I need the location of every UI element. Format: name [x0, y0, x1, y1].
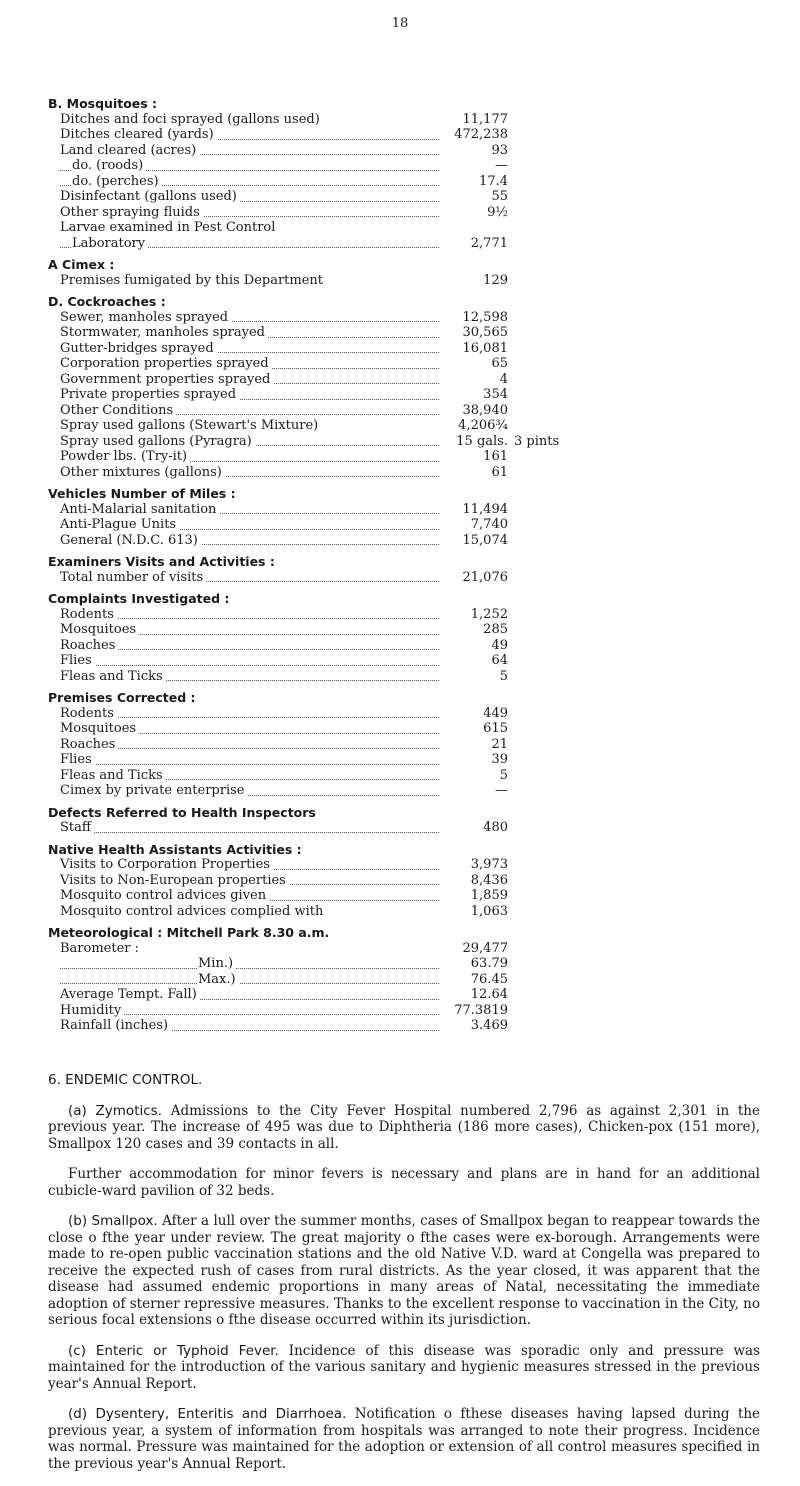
stat-label: Other spraying fluids: [48, 205, 443, 221]
stat-label: Cimex by private enterprise: [48, 783, 443, 799]
paragraph-text: Admissions to the City Fever Hospital numbered 2,796 as against 2,301 in the previous year. The increase of 495 was due to Diphtheria (186 more cases), Chicken-pox (151 more), Smallpox 120 cases and 39 contacts in all.: [48, 1102, 760, 1152]
stat-value: 21,076: [462, 569, 508, 585]
stat-value: 77.3819: [454, 1002, 508, 1018]
stat-row: [48, 174, 628, 190]
stat-row: [48, 502, 628, 518]
stat-value: 3,973: [470, 857, 508, 872]
paragraph: [48, 1213, 760, 1329]
stat-value: 12,598: [462, 309, 508, 325]
stat-section-title: Vehicles Number of Miles :: [48, 486, 236, 501]
paragraph-text: Incidence of this disease was sporadic only and pressure was maintained for the introduction of the various sanitary and hygienic measures stressed in the previous year's Annual Report.: [48, 1342, 761, 1392]
stat-value: 12.64: [470, 987, 508, 1002]
stat-label: Flies: [48, 752, 443, 768]
stat-label: Sewer, manholes sprayed: [48, 310, 443, 326]
stat-section-title: Meteorological : Mitchell Park 8.30 a.m.: [48, 925, 330, 940]
stat-label: Fleas and Ticks: [48, 768, 443, 784]
stat-row: [48, 325, 628, 341]
stat-section-title: Premises Corrected :: [48, 690, 196, 705]
stat-section-title: Native Health Assistants Activities :: [48, 841, 302, 857]
stat-value: 64: [491, 653, 508, 668]
stat-value: 15,074: [462, 532, 508, 548]
stat-value: 15 gals.: [456, 433, 508, 449]
stat-section-title: Defects Referred to Health Inspectors: [48, 804, 316, 820]
paragraph: [48, 1166, 760, 1199]
page-number: 18: [391, 16, 409, 31]
stat-row: [48, 403, 628, 419]
stat-value: 449: [483, 705, 508, 721]
stat-value: 38,940: [462, 402, 508, 418]
stat-value: 16,081: [462, 340, 508, 356]
stat-value: 39: [491, 752, 508, 767]
stat-row: [48, 205, 628, 221]
stat-label: Premises fumigated by this Department: [48, 273, 443, 289]
stat-value: 285: [483, 622, 508, 637]
stat-label: Spray used gallons (Pyragra): [48, 434, 443, 450]
stat-label: Rodents: [48, 607, 443, 623]
stat-value: 3.469: [470, 1018, 508, 1033]
stat-row: [48, 341, 628, 357]
stat-label: Land cleared (acres): [48, 143, 443, 159]
stat-value: 1,063: [470, 903, 508, 919]
stat-value: 65: [491, 356, 508, 371]
stat-row: [48, 517, 628, 533]
stat-label: do. (roods): [48, 158, 443, 174]
stat-value: 7,740: [470, 517, 508, 532]
stat-row: [48, 434, 628, 450]
stat-value: 4: [499, 371, 508, 387]
stat-value: 8,436: [470, 872, 508, 888]
stat-label: Max.): [48, 972, 443, 988]
stat-row: [48, 904, 628, 920]
stat-label: Rodents: [48, 706, 443, 722]
stat-label: Ditches cleared (yards): [48, 127, 443, 143]
stat-label: Average Tempt. Fall): [48, 987, 443, 1003]
stat-row: [48, 857, 628, 873]
stat-row: [48, 273, 628, 289]
stat-row: [48, 987, 628, 1003]
stat-row: [48, 706, 628, 722]
stat-value: 55: [491, 189, 508, 204]
stat-row: [48, 372, 628, 388]
stat-row: [48, 220, 628, 236]
stat-row: [48, 941, 628, 957]
stat-value: 17.4: [479, 173, 508, 189]
stat-row: [48, 873, 628, 889]
stat-extra: 3 pints: [514, 433, 560, 449]
stat-row: [48, 783, 628, 799]
stat-row: [48, 143, 628, 159]
endemic-paragraphs: [48, 1103, 760, 1473]
stat-row: [48, 653, 628, 669]
paragraph-lead: (c) Enteric or Typhoid Fever.: [68, 1342, 289, 1359]
paragraph-text: Further accommodation for minor fevers is necessary and plans are in hand for an additional cubicle-ward pavilion of 32 beds.: [48, 1166, 760, 1199]
stat-value: 354: [483, 387, 508, 402]
stat-section: [48, 96, 628, 251]
stat-label: Disinfectant (gallons used): [48, 189, 443, 205]
stat-value: —: [495, 783, 508, 798]
stat-label: Other mixtures (gallons): [48, 465, 443, 481]
stat-label: Fleas and Ticks: [48, 669, 443, 685]
stat-value: 63.79: [470, 956, 508, 971]
stat-label: Larvae examined in Pest Control: [48, 220, 443, 236]
stat-value: 4,206¾: [458, 418, 508, 433]
stat-label: Barometer :: [48, 941, 443, 957]
paragraph-text: Notification o fthese diseases having lapsed during the previous year, a system of information from hospitals was arranged to note their progress. Incidence was normal. Pressure was maintained for the adoption or extension of all control measures specified in the previous year's Annual Report.: [48, 1406, 760, 1472]
stat-row: [48, 669, 628, 685]
paragraph: [48, 1103, 760, 1153]
stat-label: Humidity: [48, 1003, 443, 1019]
stat-label: Anti-Malarial sanitation: [48, 502, 443, 518]
stat-section: [48, 842, 628, 920]
stat-section-title: Examiners Visits and Activities :: [48, 554, 275, 569]
paragraph-text: After a lull over the summer months, cases of Smallpox began to reappear towards the close o fthe year under review. The great majority o fthe cases were ex-borough. Arrangements were made to re-open public vaccination stations and the old Native V.D. ward at Congella was prepared to receive the expected rush of cases from rural districts. As the year closed, it was apparent that the disease had assumed endemic proportions in many areas of Natal, necessitating the immediate adoption of sterner repressive measures. Thanks to the excellent response to vaccination in the City, no serious focal extensions o fthe disease occurred within its jurisdiction.: [48, 1213, 761, 1328]
stat-value: 61: [491, 464, 508, 480]
stat-section: [48, 925, 628, 1034]
stat-label: Spray used gallons (Stewart's Mixture): [48, 418, 443, 434]
stat-label: Government properties sprayed: [48, 372, 443, 388]
stat-label: Other Conditions: [48, 403, 443, 419]
stat-row: [48, 607, 628, 623]
stat-value: —: [495, 158, 508, 173]
stat-label: Laboratory: [48, 236, 443, 252]
stat-label: Roaches: [48, 638, 443, 654]
stat-label: Mosquito control advices complied with: [48, 904, 443, 920]
stat-value: 93: [491, 142, 508, 158]
stat-value: 472,238: [454, 127, 508, 142]
stat-row: [48, 112, 628, 128]
stat-label: Visits to Non-European properties: [48, 873, 443, 889]
stat-section: [48, 690, 628, 799]
stat-row: [48, 956, 628, 972]
stat-row: [48, 236, 628, 252]
stat-row: [48, 737, 628, 753]
stat-section-title: D. Cockroaches :: [48, 294, 166, 309]
stat-value: 2,771: [470, 235, 508, 251]
stat-value: 21: [491, 736, 508, 752]
stat-value: 30,565: [462, 325, 508, 340]
statistics-list: [48, 96, 628, 1034]
stat-value: 49: [491, 637, 508, 653]
stat-row: [48, 622, 628, 638]
stat-label: Stormwater, manholes sprayed: [48, 325, 443, 341]
stat-row: [48, 638, 628, 654]
stat-value: 11,494: [462, 501, 508, 517]
stat-row: [48, 465, 628, 481]
stat-value: 9½: [487, 204, 508, 220]
stat-section-title: A Cimex :: [48, 257, 115, 272]
stat-row: [48, 768, 628, 784]
stat-label: Corporation properties sprayed: [48, 356, 443, 372]
stat-row: [48, 449, 628, 465]
stat-value: 29,477: [462, 940, 508, 956]
stat-label: Visits to Corporation Properties: [48, 857, 443, 873]
stat-value: 5: [499, 668, 508, 684]
stat-section: [48, 257, 628, 288]
stat-section: [48, 554, 628, 585]
stat-row: [48, 888, 628, 904]
stat-label: General (N.D.C. 613): [48, 533, 443, 549]
stat-value: 480: [483, 820, 508, 835]
stat-row: [48, 721, 628, 737]
stat-label: do. (perches): [48, 174, 443, 190]
stat-row: [48, 189, 628, 205]
stat-row: [48, 127, 628, 143]
stat-row: [48, 752, 628, 768]
stat-value: 129: [483, 272, 508, 288]
stat-section: [48, 591, 628, 684]
stat-value: 161: [483, 449, 508, 464]
stat-value: 11,177: [462, 111, 508, 127]
stat-label: Min.): [48, 956, 443, 972]
stat-row: [48, 570, 628, 586]
stat-row: [48, 820, 628, 836]
stat-section-title: B. Mosquitoes :: [48, 96, 158, 111]
stat-value: 5: [499, 767, 508, 783]
paragraph: [48, 1406, 760, 1472]
stat-label: Ditches and foci sprayed (gallons used): [48, 112, 443, 128]
stat-label: Anti-Plague Units: [48, 517, 443, 533]
stat-section: [48, 294, 628, 480]
endemic-control-section: [48, 1072, 760, 1486]
stat-label: Mosquitoes: [48, 721, 443, 737]
paragraph-lead: (d) Dysentery, Enteritis and Diarrhoea.: [68, 1406, 355, 1422]
stat-row: [48, 1018, 628, 1034]
stat-label: Total number of visits: [48, 570, 443, 586]
stat-row: [48, 158, 628, 174]
stat-row: [48, 1003, 628, 1019]
stat-section: [48, 486, 628, 548]
stat-label: Rainfall (inches): [48, 1018, 443, 1034]
stat-label: Flies: [48, 653, 443, 669]
stat-row: [48, 533, 628, 549]
paragraph-lead: (b) Smallpox.: [68, 1213, 163, 1229]
section-heading: 6. ENDEMIC CONTROL.: [48, 1072, 203, 1088]
stat-row: [48, 310, 628, 326]
stat-label: Staff: [48, 820, 443, 836]
stat-label: Roaches: [48, 737, 443, 753]
stat-value: 615: [483, 721, 508, 736]
stat-row: [48, 387, 628, 403]
stat-value: 76.45: [470, 971, 508, 987]
stat-value: 1,859: [470, 888, 508, 903]
stat-label: Powder lbs. (Try-it): [48, 449, 443, 465]
stat-row: [48, 418, 628, 434]
stat-section-title: Complaints Investigated :: [48, 591, 230, 606]
stat-value: 1,252: [470, 606, 508, 622]
stat-label: Mosquitoes: [48, 622, 443, 638]
paragraph: [48, 1343, 760, 1393]
stat-label: Mosquito control advices given: [48, 888, 443, 904]
stat-row: [48, 356, 628, 372]
stat-section: [48, 805, 628, 836]
stat-label: Private properties sprayed: [48, 387, 443, 403]
paragraph-lead: (a) Zymotics.: [68, 1102, 171, 1119]
stat-row: [48, 972, 628, 988]
stat-label: Gutter-bridges sprayed: [48, 341, 443, 357]
